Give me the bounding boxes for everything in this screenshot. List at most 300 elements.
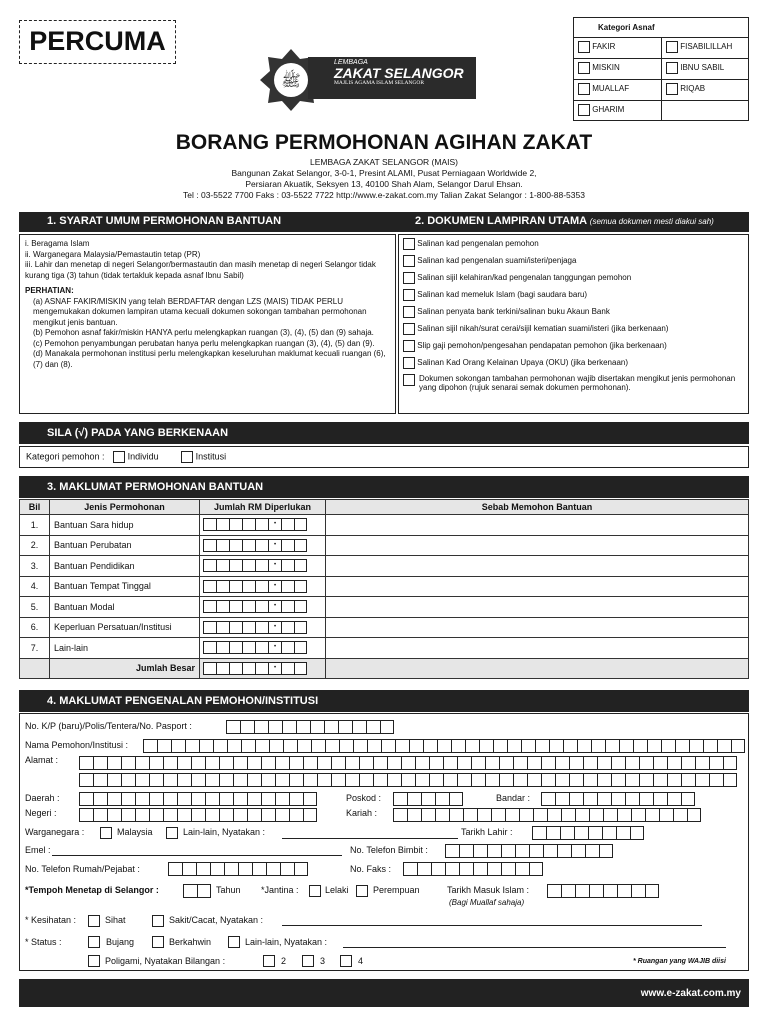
- char-cell[interactable]: [421, 792, 435, 806]
- char-cell[interactable]: [487, 862, 501, 876]
- checkbox-poligami-3[interactable]: [302, 955, 314, 967]
- char-cell[interactable]: [605, 739, 619, 753]
- checkbox-sakit[interactable]: [152, 915, 164, 927]
- char-cell[interactable]: [149, 808, 163, 822]
- digit-cell[interactable]: [294, 539, 307, 552]
- char-cell[interactable]: [521, 739, 535, 753]
- faks-cells[interactable]: [403, 862, 543, 876]
- asnaf-muallaf[interactable]: MUALLAF: [574, 80, 662, 101]
- char-cell[interactable]: [473, 844, 487, 858]
- char-cell[interactable]: [639, 792, 653, 806]
- char-cell[interactable]: [499, 773, 513, 787]
- char-cell[interactable]: [191, 773, 205, 787]
- char-cell[interactable]: [205, 756, 219, 770]
- digit-cell[interactable]: [294, 641, 307, 654]
- char-cell[interactable]: [401, 756, 415, 770]
- checkbox[interactable]: [403, 255, 415, 267]
- char-cell[interactable]: [303, 756, 317, 770]
- char-cell[interactable]: [157, 739, 171, 753]
- reason-cell[interactable]: [326, 638, 749, 659]
- char-cell[interactable]: [107, 773, 121, 787]
- char-cell[interactable]: [380, 720, 394, 734]
- char-cell[interactable]: [569, 756, 583, 770]
- char-cell[interactable]: [611, 773, 625, 787]
- char-cell[interactable]: [415, 773, 429, 787]
- char-cell[interactable]: [687, 808, 701, 822]
- char-cell[interactable]: [268, 720, 282, 734]
- char-cell[interactable]: [252, 862, 266, 876]
- char-cell[interactable]: [625, 756, 639, 770]
- char-cell[interactable]: [533, 808, 547, 822]
- char-cell[interactable]: [338, 720, 352, 734]
- digit-cell[interactable]: [203, 621, 216, 634]
- char-cell[interactable]: [541, 792, 555, 806]
- char-cell[interactable]: [731, 739, 745, 753]
- char-cell[interactable]: [473, 862, 487, 876]
- char-cell[interactable]: [177, 808, 191, 822]
- char-cell[interactable]: [477, 808, 491, 822]
- char-cell[interactable]: [493, 739, 507, 753]
- char-cell[interactable]: [366, 720, 380, 734]
- digit-cell[interactable]: [281, 559, 294, 572]
- char-cell[interactable]: [659, 808, 673, 822]
- char-cell[interactable]: [555, 792, 569, 806]
- digit-cell[interactable]: [255, 518, 268, 531]
- char-cell[interactable]: [171, 739, 185, 753]
- char-cell[interactable]: [487, 844, 501, 858]
- char-cell[interactable]: [499, 756, 513, 770]
- doc-item[interactable]: Dokumen sokongan tambahan permohonan wajib disertakan mengikut jenis permohonan yang dipohon (rujuk senarai semak dokumen permohonan).: [403, 374, 744, 392]
- char-cell[interactable]: [275, 756, 289, 770]
- char-cell[interactable]: [407, 808, 421, 822]
- char-cell[interactable]: [275, 773, 289, 787]
- char-cell[interactable]: [617, 884, 631, 898]
- char-cell[interactable]: [261, 756, 275, 770]
- char-cell[interactable]: [219, 756, 233, 770]
- char-cell[interactable]: [589, 808, 603, 822]
- digit-cell[interactable]: [281, 580, 294, 593]
- kariah-cells[interactable]: [393, 808, 701, 822]
- char-cell[interactable]: [324, 720, 338, 734]
- digit-cell[interactable]: [294, 518, 307, 531]
- digit-cell[interactable]: [216, 662, 229, 675]
- lain-warga-line[interactable]: [282, 838, 458, 839]
- char-cell[interactable]: [471, 773, 485, 787]
- char-cell[interactable]: [709, 756, 723, 770]
- char-cell[interactable]: [625, 792, 639, 806]
- char-cell[interactable]: [387, 756, 401, 770]
- char-cell[interactable]: [589, 884, 603, 898]
- char-cell[interactable]: [393, 792, 407, 806]
- char-cell[interactable]: [254, 720, 268, 734]
- char-cell[interactable]: [631, 884, 645, 898]
- char-cell[interactable]: [177, 773, 191, 787]
- digit-cell[interactable]: [255, 662, 268, 675]
- char-cell[interactable]: [79, 792, 93, 806]
- char-cell[interactable]: [121, 792, 135, 806]
- checkbox[interactable]: [403, 357, 415, 369]
- char-cell[interactable]: [443, 756, 457, 770]
- char-cell[interactable]: [653, 756, 667, 770]
- digit-cell[interactable]: [203, 662, 216, 675]
- char-cell[interactable]: [238, 862, 252, 876]
- char-cell[interactable]: [219, 808, 233, 822]
- char-cell[interactable]: [555, 773, 569, 787]
- digit-cell[interactable]: [294, 580, 307, 593]
- kp-cells[interactable]: [226, 720, 394, 734]
- char-cell[interactable]: [135, 773, 149, 787]
- digit-cell[interactable]: [255, 539, 268, 552]
- char-cell[interactable]: [689, 739, 703, 753]
- reason-cell[interactable]: [326, 515, 749, 536]
- char-cell[interactable]: [177, 756, 191, 770]
- char-cell[interactable]: [289, 756, 303, 770]
- checkbox-perempuan[interactable]: [356, 885, 368, 897]
- doc-item[interactable]: Salinan Kad Orang Kelainan Upaya (OKU) (jika berkenaan): [403, 357, 744, 374]
- char-cell[interactable]: [532, 826, 546, 840]
- char-cell[interactable]: [602, 826, 616, 840]
- char-cell[interactable]: [463, 808, 477, 822]
- char-cell[interactable]: [210, 862, 224, 876]
- char-cell[interactable]: [233, 773, 247, 787]
- char-cell[interactable]: [331, 756, 345, 770]
- digit-cell[interactable]: [203, 641, 216, 654]
- digit-cell[interactable]: [216, 559, 229, 572]
- char-cell[interactable]: [205, 773, 219, 787]
- char-cell[interactable]: [507, 739, 521, 753]
- amount-cells[interactable]: [200, 617, 326, 638]
- char-cell[interactable]: [233, 792, 247, 806]
- digit-cell[interactable]: [203, 580, 216, 593]
- char-cell[interactable]: [182, 862, 196, 876]
- char-cell[interactable]: [653, 792, 667, 806]
- digit-cell[interactable]: [281, 518, 294, 531]
- char-cell[interactable]: [331, 773, 345, 787]
- char-cell[interactable]: [513, 773, 527, 787]
- digit-cell[interactable]: [242, 641, 255, 654]
- char-cell[interactable]: [163, 792, 177, 806]
- checkbox-lain-warga[interactable]: [166, 827, 178, 839]
- char-cell[interactable]: [547, 884, 561, 898]
- char-cell[interactable]: [569, 773, 583, 787]
- digit-cell[interactable]: [242, 559, 255, 572]
- char-cell[interactable]: [479, 739, 493, 753]
- char-cell[interactable]: [289, 773, 303, 787]
- digit-cell[interactable]: [281, 539, 294, 552]
- char-cell[interactable]: [485, 773, 499, 787]
- rumah-cells[interactable]: [168, 862, 308, 876]
- digit-cell[interactable]: [294, 621, 307, 634]
- char-cell[interactable]: [529, 844, 543, 858]
- char-cell[interactable]: [575, 808, 589, 822]
- char-cell[interactable]: [107, 756, 121, 770]
- footer-url[interactable]: www.e-zakat.com.my: [640, 988, 741, 999]
- char-cell[interactable]: [630, 826, 644, 840]
- char-cell[interactable]: [303, 808, 317, 822]
- char-cell[interactable]: [303, 773, 317, 787]
- char-cell[interactable]: [213, 739, 227, 753]
- char-cell[interactable]: [227, 739, 241, 753]
- char-cell[interactable]: [437, 739, 451, 753]
- asnaf-ibnu-sabil[interactable]: IBNU SABIL: [662, 59, 749, 80]
- char-cell[interactable]: [121, 756, 135, 770]
- doc-item[interactable]: Salinan sijil nikah/surat cerai/sijil kematian suami/isteri (jika berkenaan): [403, 323, 744, 340]
- char-cell[interactable]: [591, 739, 605, 753]
- char-cell[interactable]: [541, 773, 555, 787]
- amount-cells[interactable]: [200, 638, 326, 659]
- char-cell[interactable]: [191, 808, 205, 822]
- checkbox-poligami-4[interactable]: [340, 955, 352, 967]
- char-cell[interactable]: [561, 884, 575, 898]
- emel-line[interactable]: [52, 855, 342, 856]
- char-cell[interactable]: [373, 773, 387, 787]
- char-cell[interactable]: [205, 792, 219, 806]
- char-cell[interactable]: [515, 862, 529, 876]
- alamat-cells-2[interactable]: [79, 773, 737, 787]
- digit-cell[interactable]: [294, 559, 307, 572]
- asnaf-miskin[interactable]: MISKIN: [574, 59, 662, 80]
- digit-cell[interactable]: [242, 621, 255, 634]
- doc-item[interactable]: Salinan kad pengenalan pemohon: [403, 238, 744, 255]
- char-cell[interactable]: [93, 808, 107, 822]
- reason-cell[interactable]: [326, 617, 749, 638]
- doc-item[interactable]: Salinan penyata bank terkini/salinan buku Akaun Bank: [403, 306, 744, 323]
- char-cell[interactable]: [653, 773, 667, 787]
- char-cell[interactable]: [515, 844, 529, 858]
- digit-cell[interactable]: [229, 539, 242, 552]
- char-cell[interactable]: [505, 808, 519, 822]
- digit-cell[interactable]: [242, 662, 255, 675]
- char-cell[interactable]: [149, 773, 163, 787]
- digit-cell[interactable]: [242, 600, 255, 613]
- char-cell[interactable]: [435, 808, 449, 822]
- char-cell[interactable]: [709, 773, 723, 787]
- char-cell[interactable]: [415, 756, 429, 770]
- char-cell[interactable]: [459, 862, 473, 876]
- char-cell[interactable]: [311, 739, 325, 753]
- char-cell[interactable]: [183, 884, 197, 898]
- char-cell[interactable]: [247, 808, 261, 822]
- char-cell[interactable]: [681, 773, 695, 787]
- digit-cell[interactable]: [216, 580, 229, 593]
- char-cell[interactable]: [645, 808, 659, 822]
- alamat-cells-1[interactable]: [79, 756, 737, 770]
- char-cell[interactable]: [387, 773, 401, 787]
- char-cell[interactable]: [297, 739, 311, 753]
- char-cell[interactable]: [393, 808, 407, 822]
- daerah-cells[interactable]: [79, 792, 317, 806]
- reason-cell[interactable]: [326, 535, 749, 556]
- digit-cell[interactable]: •: [268, 662, 281, 675]
- char-cell[interactable]: [639, 756, 653, 770]
- masuk-islam-cells[interactable]: [547, 884, 659, 898]
- char-cell[interactable]: [445, 844, 459, 858]
- char-cell[interactable]: [247, 773, 261, 787]
- char-cell[interactable]: [294, 862, 308, 876]
- char-cell[interactable]: [149, 756, 163, 770]
- char-cell[interactable]: [163, 808, 177, 822]
- char-cell[interactable]: [603, 808, 617, 822]
- checkbox[interactable]: [403, 289, 415, 301]
- digit-cell[interactable]: [229, 600, 242, 613]
- digit-cell[interactable]: [203, 600, 216, 613]
- digit-cell[interactable]: •: [268, 580, 281, 593]
- char-cell[interactable]: [527, 773, 541, 787]
- char-cell[interactable]: [233, 756, 247, 770]
- char-cell[interactable]: [177, 792, 191, 806]
- char-cell[interactable]: [353, 739, 367, 753]
- char-cell[interactable]: [501, 862, 515, 876]
- char-cell[interactable]: [79, 756, 93, 770]
- digit-cell[interactable]: [203, 559, 216, 572]
- char-cell[interactable]: [429, 756, 443, 770]
- amount-cells[interactable]: [200, 556, 326, 577]
- char-cell[interactable]: [585, 844, 599, 858]
- char-cell[interactable]: [149, 792, 163, 806]
- poskod-cells[interactable]: [393, 792, 463, 806]
- char-cell[interactable]: [571, 844, 585, 858]
- checkbox[interactable]: [403, 323, 415, 335]
- bandar-cells[interactable]: [541, 792, 695, 806]
- char-cell[interactable]: [121, 808, 135, 822]
- checkbox[interactable]: [403, 340, 415, 352]
- digit-cell[interactable]: •: [268, 518, 281, 531]
- asnaf-riqab[interactable]: RIQAB: [662, 80, 749, 101]
- digit-cell[interactable]: [229, 580, 242, 593]
- char-cell[interactable]: [199, 739, 213, 753]
- char-cell[interactable]: [205, 808, 219, 822]
- char-cell[interactable]: [485, 756, 499, 770]
- char-cell[interactable]: [723, 756, 737, 770]
- negeri-cells[interactable]: [79, 808, 317, 822]
- char-cell[interactable]: [547, 808, 561, 822]
- char-cell[interactable]: [577, 739, 591, 753]
- char-cell[interactable]: [561, 808, 575, 822]
- digit-cell[interactable]: [216, 641, 229, 654]
- char-cell[interactable]: [401, 773, 415, 787]
- char-cell[interactable]: [667, 792, 681, 806]
- char-cell[interactable]: [661, 739, 675, 753]
- checkbox-poligami-2[interactable]: [263, 955, 275, 967]
- doc-item[interactable]: Slip gaji pemohon/pengesahan pendapatan pemohon (jika berkenaan): [403, 340, 744, 357]
- char-cell[interactable]: [717, 739, 731, 753]
- digit-cell[interactable]: [242, 518, 255, 531]
- char-cell[interactable]: [224, 862, 238, 876]
- doc-item[interactable]: Salinan kad memeluk Islam (bagi saudara baru): [403, 289, 744, 306]
- checkbox[interactable]: [403, 238, 415, 250]
- char-cell[interactable]: [107, 808, 121, 822]
- checkbox[interactable]: [666, 83, 678, 95]
- reason-cell[interactable]: [326, 576, 749, 597]
- char-cell[interactable]: [421, 808, 435, 822]
- digit-cell[interactable]: [242, 539, 255, 552]
- checkbox[interactable]: [578, 41, 590, 53]
- char-cell[interactable]: [423, 739, 437, 753]
- char-cell[interactable]: [168, 862, 182, 876]
- char-cell[interactable]: [135, 808, 149, 822]
- char-cell[interactable]: [261, 773, 275, 787]
- amount-cells[interactable]: [200, 597, 326, 618]
- char-cell[interactable]: [381, 739, 395, 753]
- digit-cell[interactable]: [216, 600, 229, 613]
- char-cell[interactable]: [317, 756, 331, 770]
- char-cell[interactable]: [471, 756, 485, 770]
- checkbox[interactable]: [578, 83, 590, 95]
- char-cell[interactable]: [527, 756, 541, 770]
- char-cell[interactable]: [445, 862, 459, 876]
- char-cell[interactable]: [557, 844, 571, 858]
- total-amount-cells[interactable]: [200, 658, 326, 679]
- char-cell[interactable]: [163, 756, 177, 770]
- nama-cells[interactable]: [143, 739, 745, 753]
- checkbox[interactable]: [403, 306, 415, 318]
- char-cell[interactable]: [359, 756, 373, 770]
- char-cell[interactable]: [275, 792, 289, 806]
- char-cell[interactable]: [459, 844, 473, 858]
- char-cell[interactable]: [617, 808, 631, 822]
- digit-cell[interactable]: [281, 600, 294, 613]
- char-cell[interactable]: [317, 773, 331, 787]
- char-cell[interactable]: [574, 826, 588, 840]
- checkbox-sihat[interactable]: [88, 915, 100, 927]
- char-cell[interactable]: [282, 720, 296, 734]
- char-cell[interactable]: [588, 826, 602, 840]
- checkbox-berkahwin[interactable]: [152, 936, 164, 948]
- checkbox[interactable]: [578, 62, 590, 74]
- char-cell[interactable]: [352, 720, 366, 734]
- char-cell[interactable]: [631, 808, 645, 822]
- checkbox[interactable]: [666, 62, 678, 74]
- char-cell[interactable]: [93, 792, 107, 806]
- char-cell[interactable]: [325, 739, 339, 753]
- char-cell[interactable]: [681, 792, 695, 806]
- char-cell[interactable]: [429, 773, 443, 787]
- digit-cell[interactable]: [229, 662, 242, 675]
- digit-cell[interactable]: [281, 641, 294, 654]
- char-cell[interactable]: [647, 739, 661, 753]
- char-cell[interactable]: [345, 756, 359, 770]
- checkbox[interactable]: [403, 272, 415, 284]
- char-cell[interactable]: [645, 884, 659, 898]
- digit-cell[interactable]: [229, 559, 242, 572]
- asnaf-fakir[interactable]: FAKIR: [574, 38, 662, 59]
- char-cell[interactable]: [296, 720, 310, 734]
- digit-cell[interactable]: [255, 641, 268, 654]
- char-cell[interactable]: [163, 773, 177, 787]
- char-cell[interactable]: [633, 739, 647, 753]
- amount-cells[interactable]: [200, 576, 326, 597]
- digit-cell[interactable]: [229, 621, 242, 634]
- char-cell[interactable]: [575, 884, 589, 898]
- char-cell[interactable]: [457, 756, 471, 770]
- char-cell[interactable]: [555, 756, 569, 770]
- char-cell[interactable]: [457, 773, 471, 787]
- char-cell[interactable]: [597, 756, 611, 770]
- char-cell[interactable]: [667, 773, 681, 787]
- digit-cell[interactable]: [281, 621, 294, 634]
- char-cell[interactable]: [465, 739, 479, 753]
- char-cell[interactable]: [449, 808, 463, 822]
- char-cell[interactable]: [583, 756, 597, 770]
- char-cell[interactable]: [219, 792, 233, 806]
- checkbox-institusi[interactable]: [181, 451, 193, 463]
- char-cell[interactable]: [367, 739, 381, 753]
- char-cell[interactable]: [143, 739, 157, 753]
- char-cell[interactable]: [403, 862, 417, 876]
- bimbit-cells[interactable]: [445, 844, 613, 858]
- digit-cell[interactable]: •: [268, 559, 281, 572]
- char-cell[interactable]: [569, 792, 583, 806]
